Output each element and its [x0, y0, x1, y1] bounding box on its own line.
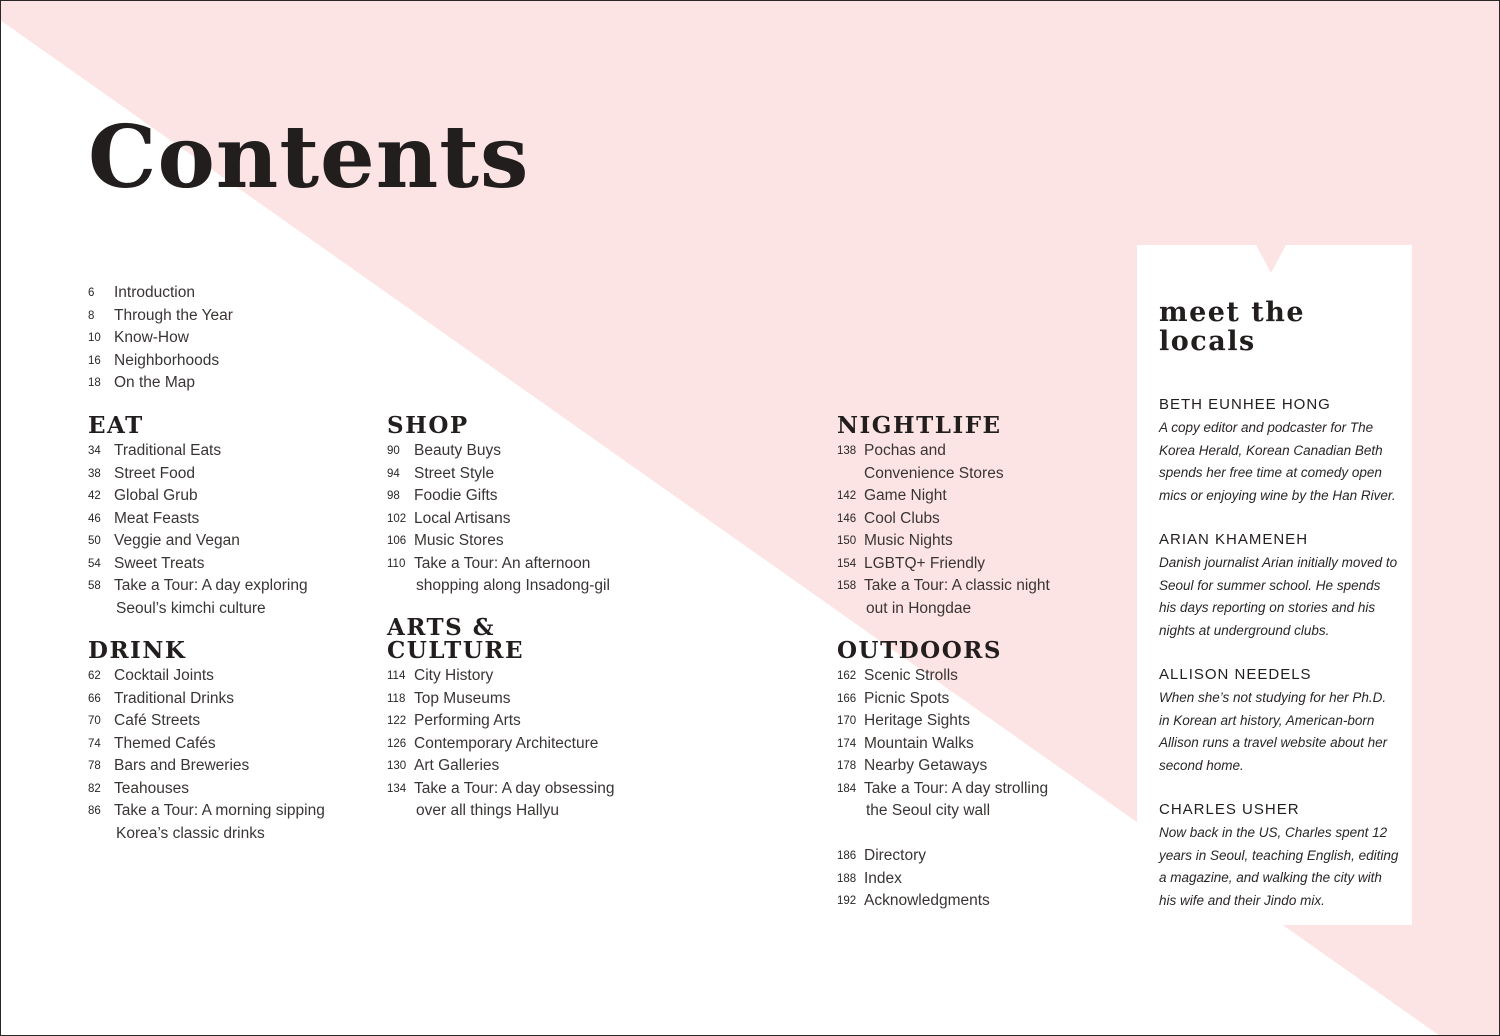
- toc-page-number: 192: [837, 895, 857, 907]
- toc-item[interactable]: [88, 485, 308, 508]
- toc-label: Take a Tour: A morning sipping: [114, 802, 325, 819]
- toc-page-number: 122: [387, 715, 407, 727]
- toc-item[interactable]: [837, 440, 1050, 463]
- toc-page-number: 74: [88, 737, 101, 750]
- local-name: ALLISON NEEDELS: [1159, 666, 1312, 683]
- toc-page-number: 66: [88, 692, 101, 705]
- toc-label: Through the Year: [114, 306, 233, 324]
- toc-item[interactable]: [387, 553, 610, 576]
- toc-item[interactable]: [837, 553, 1050, 576]
- arts-list: [387, 665, 615, 823]
- toc-page-number: 102: [387, 512, 407, 525]
- toc-label: City History: [414, 667, 494, 684]
- toc-label: Take a Tour: A day obsessing: [414, 779, 615, 797]
- local-bio: When she’s not studying for her Ph.D. in Korean art history, American-born Allison runs a travel website about her second home.: [1159, 690, 1388, 773]
- toc-item-continuation[interactable]: [837, 800, 1048, 823]
- local-bio: Danish journalist Arian initially moved to Seoul for summer school. He spends his days reporting on stories and his nights at underground clubs.: [1159, 555, 1398, 638]
- toc-item[interactable]: [88, 800, 325, 823]
- toc-label: Pochas and: [864, 442, 946, 459]
- toc-label: Art Galleries: [414, 757, 500, 774]
- toc-label: Cool Clubs: [864, 509, 940, 527]
- local-name: ARIAN KHAMENEH: [1159, 531, 1309, 548]
- toc-page-number: 62: [88, 670, 101, 682]
- toc-page-number: 34: [88, 445, 101, 457]
- toc-item[interactable]: [837, 778, 1048, 801]
- toc-item[interactable]: [837, 868, 990, 891]
- toc-page-number: 154: [837, 557, 857, 570]
- toc-item[interactable]: [837, 710, 1048, 733]
- local-bio: Now back in the US, Charles spent 12 years in Seoul, teaching English, editing a magazine, and walking the city with his wife and their Jindo mix.: [1159, 825, 1399, 908]
- toc-label: Street Food: [114, 464, 195, 482]
- toc-item[interactable]: [387, 530, 610, 553]
- toc-page-number: 16: [88, 354, 101, 367]
- section-title-arts-line1: ARTS &: [387, 614, 496, 641]
- toc-item[interactable]: [88, 530, 308, 553]
- toc-label: the Seoul city wall: [866, 802, 991, 819]
- toc-page-number: 90: [387, 445, 400, 457]
- toc-page-number: 146: [837, 512, 857, 525]
- toc-page-number: 82: [88, 782, 101, 795]
- section-title-arts-line2: CULTURE: [387, 637, 524, 664]
- toc-label: Heritage Sights: [864, 712, 970, 729]
- toc-label: Contemporary Architecture: [414, 734, 599, 752]
- page-title: Contents: [88, 107, 530, 208]
- shop-list: [387, 440, 610, 598]
- toc-page-number: 6: [88, 287, 95, 299]
- toc-label: Introduction: [114, 284, 195, 301]
- toc-label: Picnic Spots: [864, 689, 950, 707]
- toc-item[interactable]: [88, 305, 233, 328]
- toc-label: Music Nights: [864, 532, 953, 549]
- toc-page-number: 50: [88, 535, 101, 547]
- toc-item[interactable]: [837, 733, 1048, 756]
- toc-item[interactable]: [387, 508, 610, 531]
- toc-page-number: 138: [837, 445, 857, 457]
- toc-item[interactable]: [387, 688, 615, 711]
- toc-label: Mountain Walks: [864, 734, 974, 752]
- toc-label: Meat Feasts: [114, 509, 200, 527]
- toc-label: Performing Arts: [414, 712, 521, 729]
- toc-page-number: 110: [387, 557, 406, 570]
- section-title-outdoors: OUTDOORS: [837, 637, 1002, 664]
- toc-item[interactable]: [387, 755, 615, 778]
- toc-item[interactable]: [88, 755, 325, 778]
- toc-label: Take a Tour: A day exploring: [114, 577, 308, 594]
- toc-item[interactable]: [837, 575, 1050, 598]
- panel-notch-icon: [1256, 245, 1286, 273]
- toc-item[interactable]: [837, 890, 990, 913]
- toc-label: Convenience Stores: [864, 464, 1004, 482]
- toc-item-continuation[interactable]: [88, 823, 325, 846]
- toc-label: Know-How: [114, 329, 189, 346]
- toc-page-number: 130: [387, 760, 407, 772]
- toc-label: Music Stores: [414, 532, 504, 549]
- toc-item[interactable]: [88, 282, 233, 305]
- intro-list: [88, 282, 233, 395]
- toc-item-continuation[interactable]: [387, 575, 610, 598]
- toc-item[interactable]: [387, 710, 615, 733]
- toc-item[interactable]: [88, 553, 308, 576]
- toc-page-number: 58: [88, 580, 101, 592]
- section-title-nightlife: NIGHTLIFE: [837, 412, 1002, 439]
- toc-page-number: 86: [88, 805, 101, 817]
- toc-label: Foodie Gifts: [414, 487, 498, 504]
- toc-label: Sweet Treats: [114, 554, 205, 572]
- local-name: BETH EUNHEE HONG: [1159, 396, 1331, 413]
- toc-page-number: 126: [387, 737, 407, 750]
- toc-item-continuation[interactable]: [387, 800, 615, 823]
- toc-label: Themed Cafés: [114, 734, 216, 752]
- toc-label: Local Artisans: [414, 509, 511, 527]
- toc-page-number: 42: [88, 490, 101, 502]
- toc-item[interactable]: [88, 665, 325, 688]
- outdoors-list: [837, 665, 1048, 823]
- toc-item[interactable]: [837, 665, 1048, 688]
- toc-item[interactable]: [387, 778, 615, 801]
- toc-label: Veggie and Vegan: [114, 532, 240, 549]
- toc-item-continuation[interactable]: [88, 598, 308, 621]
- toc-label: Acknowledgments: [864, 892, 990, 909]
- toc-label: Café Streets: [114, 712, 201, 729]
- toc-item[interactable]: [837, 485, 1050, 508]
- toc-item[interactable]: [387, 485, 610, 508]
- toc-page-number: 174: [837, 737, 857, 750]
- toc-label: Global Grub: [114, 487, 198, 504]
- toc-label: Korea’s classic drinks: [116, 824, 265, 842]
- toc-item[interactable]: [88, 372, 233, 395]
- toc-page-number: 106: [387, 535, 407, 547]
- toc-item[interactable]: [387, 463, 610, 486]
- toc-page-number: 118: [387, 692, 406, 705]
- toc-item-continuation[interactable]: [837, 463, 1050, 486]
- eat-list: [88, 440, 308, 620]
- toc-item[interactable]: [387, 665, 615, 688]
- toc-page-number: 184: [837, 782, 857, 795]
- toc-label: Bars and Breweries: [114, 757, 250, 774]
- toc-label: Traditional Drinks: [114, 689, 235, 707]
- toc-label: Teahouses: [114, 779, 189, 797]
- toc-page-number: 94: [387, 467, 400, 480]
- toc-page-number: 188: [837, 872, 857, 885]
- toc-item[interactable]: [88, 508, 308, 531]
- toc-item[interactable]: [837, 530, 1050, 553]
- toc-item[interactable]: [387, 733, 615, 756]
- toc-page-number: 134: [387, 782, 407, 795]
- local-name: CHARLES USHER: [1159, 801, 1300, 818]
- toc-page-number: 178: [837, 760, 857, 772]
- meet-the-locals-heading: meet the locals: [1159, 297, 1306, 357]
- toc-label: out in Hongdae: [866, 599, 972, 617]
- toc-label: Traditional Eats: [114, 442, 222, 459]
- toc-item[interactable]: [837, 688, 1048, 711]
- toc-page-number: 114: [387, 670, 406, 682]
- toc-item[interactable]: [88, 778, 325, 801]
- toc-label: shopping along Insadong-gil: [416, 577, 610, 594]
- toc-page-number: 38: [88, 467, 101, 480]
- toc-label: Index: [864, 869, 902, 887]
- toc-label: Take a Tour: An afternoon: [414, 554, 591, 572]
- toc-label: On the Map: [114, 374, 195, 391]
- toc-page-number: 78: [88, 760, 101, 772]
- toc-item[interactable]: [88, 463, 308, 486]
- toc-page-number: 54: [88, 557, 101, 570]
- toc-label: Cocktail Joints: [114, 667, 214, 684]
- toc-item[interactable]: [837, 845, 990, 868]
- toc-page-number: 98: [387, 490, 400, 502]
- toc-item[interactable]: [88, 688, 325, 711]
- toc-label: LGBTQ+ Friendly: [864, 554, 986, 572]
- toc-item[interactable]: [88, 350, 233, 373]
- toc-page-number: 166: [837, 692, 857, 705]
- toc-label: Directory: [864, 847, 927, 864]
- toc-page-number: 8: [88, 309, 95, 322]
- toc-page-number: 162: [837, 670, 857, 682]
- toc-page-number: 186: [837, 850, 857, 862]
- toc-item[interactable]: [88, 575, 308, 598]
- section-title-drink: DRINK: [88, 637, 187, 664]
- toc-label: Game Night: [864, 487, 947, 504]
- toc-item-continuation[interactable]: [837, 598, 1050, 621]
- toc-page-number: 18: [88, 377, 101, 389]
- local-bio: A copy editor and podcaster for The Korea Herald, Korean Canadian Beth spends her free time at comedy open mics or enjoying wine by the Han River.: [1159, 420, 1396, 503]
- toc-page-number: 10: [88, 332, 101, 344]
- toc-label: Take a Tour: A classic night: [864, 577, 1050, 594]
- toc-page-number: 142: [837, 490, 857, 502]
- toc-label: Seoul’s kimchi culture: [116, 599, 266, 617]
- toc-item[interactable]: [837, 508, 1050, 531]
- toc-label: Street Style: [414, 464, 495, 482]
- toc-label: Beauty Buys: [414, 442, 502, 459]
- toc-label: Nearby Getaways: [864, 757, 988, 774]
- toc-item[interactable]: [837, 755, 1048, 778]
- toc-label: Scenic Strolls: [864, 667, 958, 684]
- toc-item[interactable]: [88, 733, 325, 756]
- toc-item[interactable]: [387, 440, 610, 463]
- nightlife-list: [837, 440, 1050, 620]
- section-title-eat: EAT: [88, 412, 144, 439]
- toc-page-number: 46: [88, 512, 101, 525]
- back-matter-list: [837, 845, 990, 913]
- toc-item[interactable]: [88, 440, 308, 463]
- toc-page-number: 150: [837, 535, 857, 547]
- toc-page-number: 170: [837, 715, 857, 727]
- drink-list: [88, 665, 325, 845]
- toc-label: Take a Tour: A day strolling: [864, 779, 1049, 797]
- toc-page-number: 70: [88, 715, 101, 727]
- notch-triangle: [1256, 245, 1286, 273]
- section-title-shop: SHOP: [387, 412, 469, 439]
- toc-label: Top Museums: [414, 689, 511, 707]
- toc-page-number: 158: [837, 580, 857, 592]
- toc-label: Neighborhoods: [114, 351, 220, 369]
- toc-item[interactable]: [88, 327, 233, 350]
- toc-item[interactable]: [88, 710, 325, 733]
- toc-label: over all things Hallyu: [416, 802, 560, 819]
